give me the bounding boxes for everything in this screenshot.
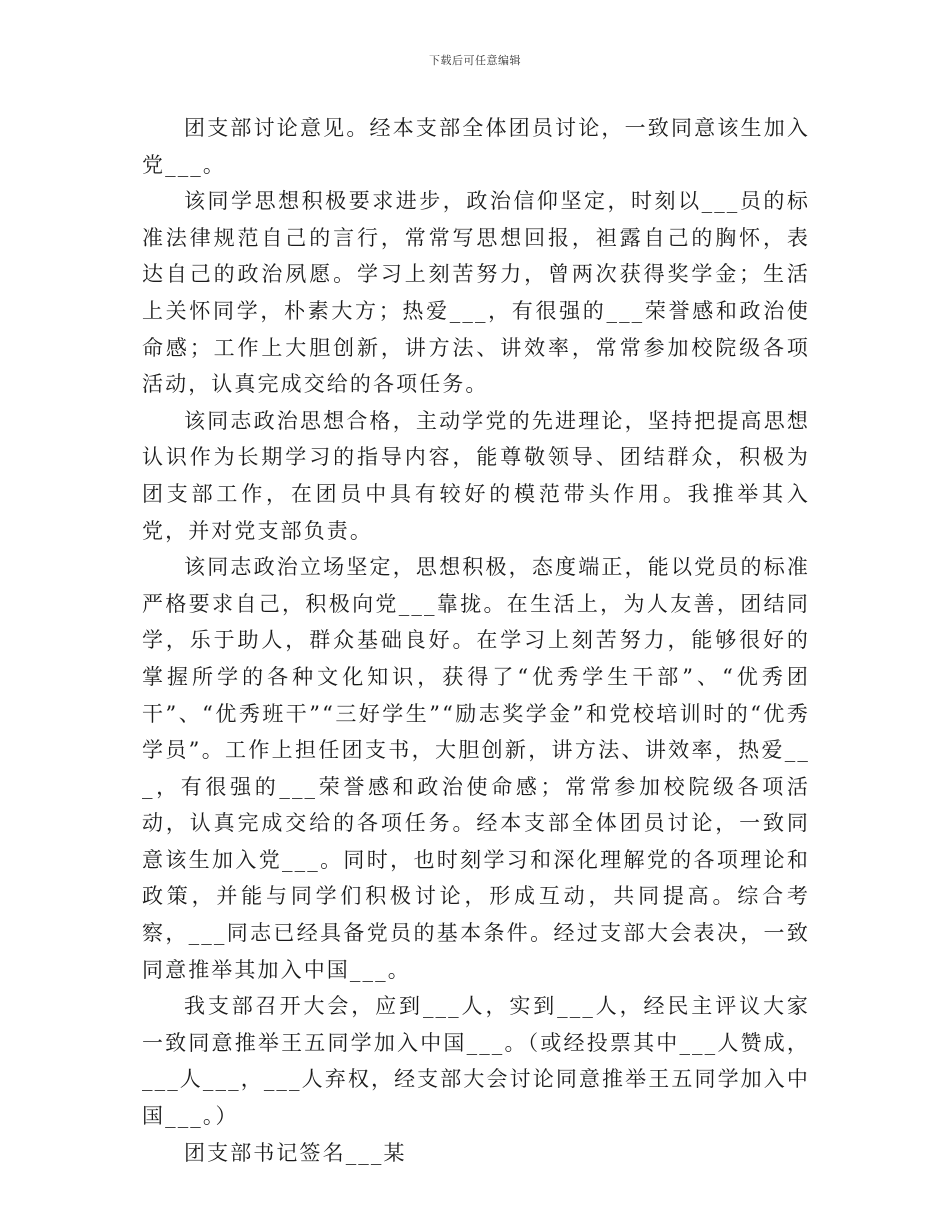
paragraph-student-evaluation: 该同学思想积极要求进步，政治信仰坚定，时刻以___员的标准法律规范自己的言行，常常写思想回报，袒露自己的胸怀，表达自己的政治夙愿。学习上刻苦努力，曾两次获得奖学金；生活上关怀同学，朴素大方；热爱___，有很强的___荣誉感和政治使命感；工作上大胆创新，讲方法、讲效率，常常参加校院级各项活动，认真完成交给的各项任务。	[142, 189, 810, 397]
page-header: 下载后可任意编辑	[429, 54, 521, 67]
paragraph-political-thought: 该同志政治思想合格，主动学党的先进理论，坚持把提高思想认识作为长期学习的指导内容，能尊敬领导、团结群众，积极为团支部工作，在团员中具有较好的模范带头作用。我推举其入党，并对党支部负责。	[142, 408, 810, 543]
document-body	[142, 110, 810, 1171]
paragraph-branch-discussion-opinion: 团支部讨论意见。经本支部全体团员讨论，一致同意该生加入党___。	[142, 116, 810, 177]
paragraph-meeting-vote: 我支部召开大会，应到___人，实到___人，经民主评议大家一致同意推举王五同学加入中国___。（或经投票其中___人赞成，___人___，___人弃权，经支部大会讨论同意推举王五同学加入中国___。）	[142, 994, 810, 1129]
paragraph-secretary-signature: 团支部书记签名___某	[184, 1140, 407, 1165]
paragraph-detailed-evaluation: 该同志政治立场坚定，思想积极，态度端正，能以党员的标准严格要求自己，积极向党___靠拢。在生活上，为人友善，团结同学，乐于助人，群众基础良好。在学习上刻苦努力，能够很好的掌握所学的各种文化知识，获得了“优秀学生干部”、“优秀团干”、“优秀班干”“三好学生”“励志奖学金”和党校培训时的“优秀学员”。工作上担任团支书，大胆创新，讲方法、讲效率，热爱___，有很强的___荣誉感和政治使命感；常常参加校院级各项活动，认真完成交给的各项任务。经本支部全体团员讨论，一致同意该生加入党___。同时，也时刻学习和深化理解党的各项理论和政策，并能与同学们积极讨论，形成互动，共同提高。综合考察，___同志已经具备党员的基本条件。经过支部大会表决，一致同意推举其加入中国___。	[142, 555, 810, 982]
